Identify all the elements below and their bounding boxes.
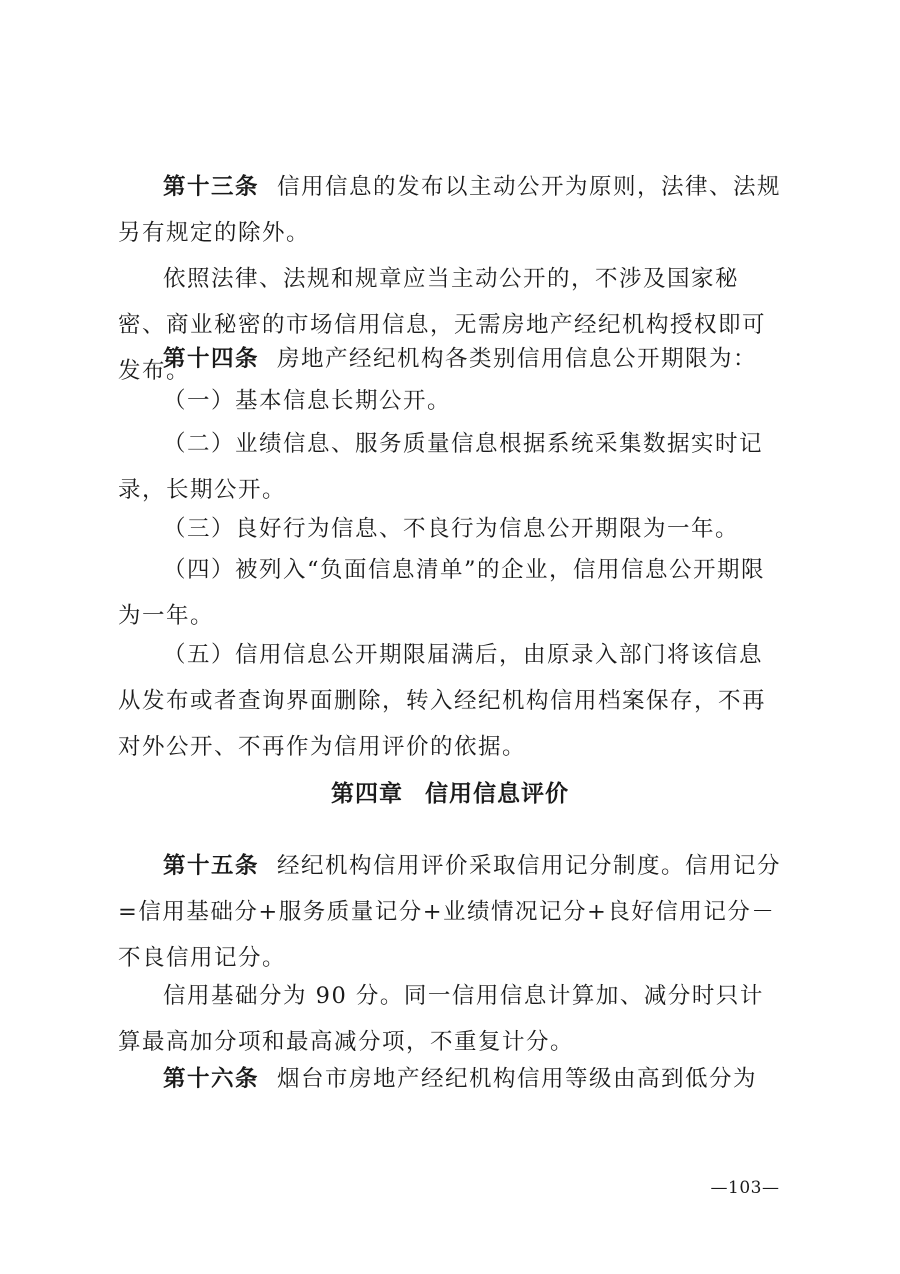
article-14-item-4: （四）被列入“负面信息清单”的企业，信用信息公开期限为一年。 (118, 557, 766, 629)
article-14 (118, 336, 786, 382)
chapter-number: 第四章 (331, 781, 403, 807)
article-14-item-3: （三）良好行为信息、不良行为信息公开期限为一年。 (163, 516, 740, 542)
article-13 (118, 164, 786, 256)
article-15-label: 第十五条 (163, 853, 260, 879)
article-14-item-5: （五）信用信息公开期限届满后，由原录入部门将该信息从发布或者查询界面删除，转入经纪机构信用档案保存，不再对外公开、不再作为信用评价的依据。 (118, 642, 767, 760)
article-15-text: 经纪机构信用评价采取信用记分制度。信用记分=信用基础分+服务质量记分+业绩情况记分+良好信用记分－不良信用记分。 (118, 853, 782, 971)
article-13-label: 第十三条 (163, 174, 260, 200)
article-14-text: 房地产经纪机构各类别信用信息公开期限为： (277, 346, 758, 372)
article-16 (118, 1056, 786, 1102)
article-16-label: 第十六条 (163, 1066, 260, 1092)
article-14-item-1: （一）基本信息长期公开。 (163, 388, 452, 414)
article-14-label: 第十四条 (163, 346, 260, 372)
page-number: —103— (710, 1178, 780, 1198)
article-13-paragraph-2: 依照法律、法规和规章应当主动公开的，不涉及国家秘密、商业秘密的市场信用信息，无需房地产经纪机构授权即可发布。 (118, 266, 767, 384)
article-16-text: 烟台市房地产经纪机构信用等级由高到低分为 (277, 1066, 758, 1092)
chapter-heading (0, 775, 900, 808)
article-14-item-2: （二）业绩信息、服务质量信息根据系统采集数据实时记录，长期公开。 (118, 431, 764, 503)
chapter-title: 信用信息评价 (425, 781, 569, 807)
article-15 (118, 843, 786, 981)
article-13-text: 信用信息的发布以主动公开为原则，法律、法规另有规定的除外。 (118, 174, 782, 246)
article-15-paragraph-2: 信用基础分为 90 分。同一信用信息计算加、减分时只计算最高加分项和最高减分项，不重复计分。 (118, 983, 764, 1055)
